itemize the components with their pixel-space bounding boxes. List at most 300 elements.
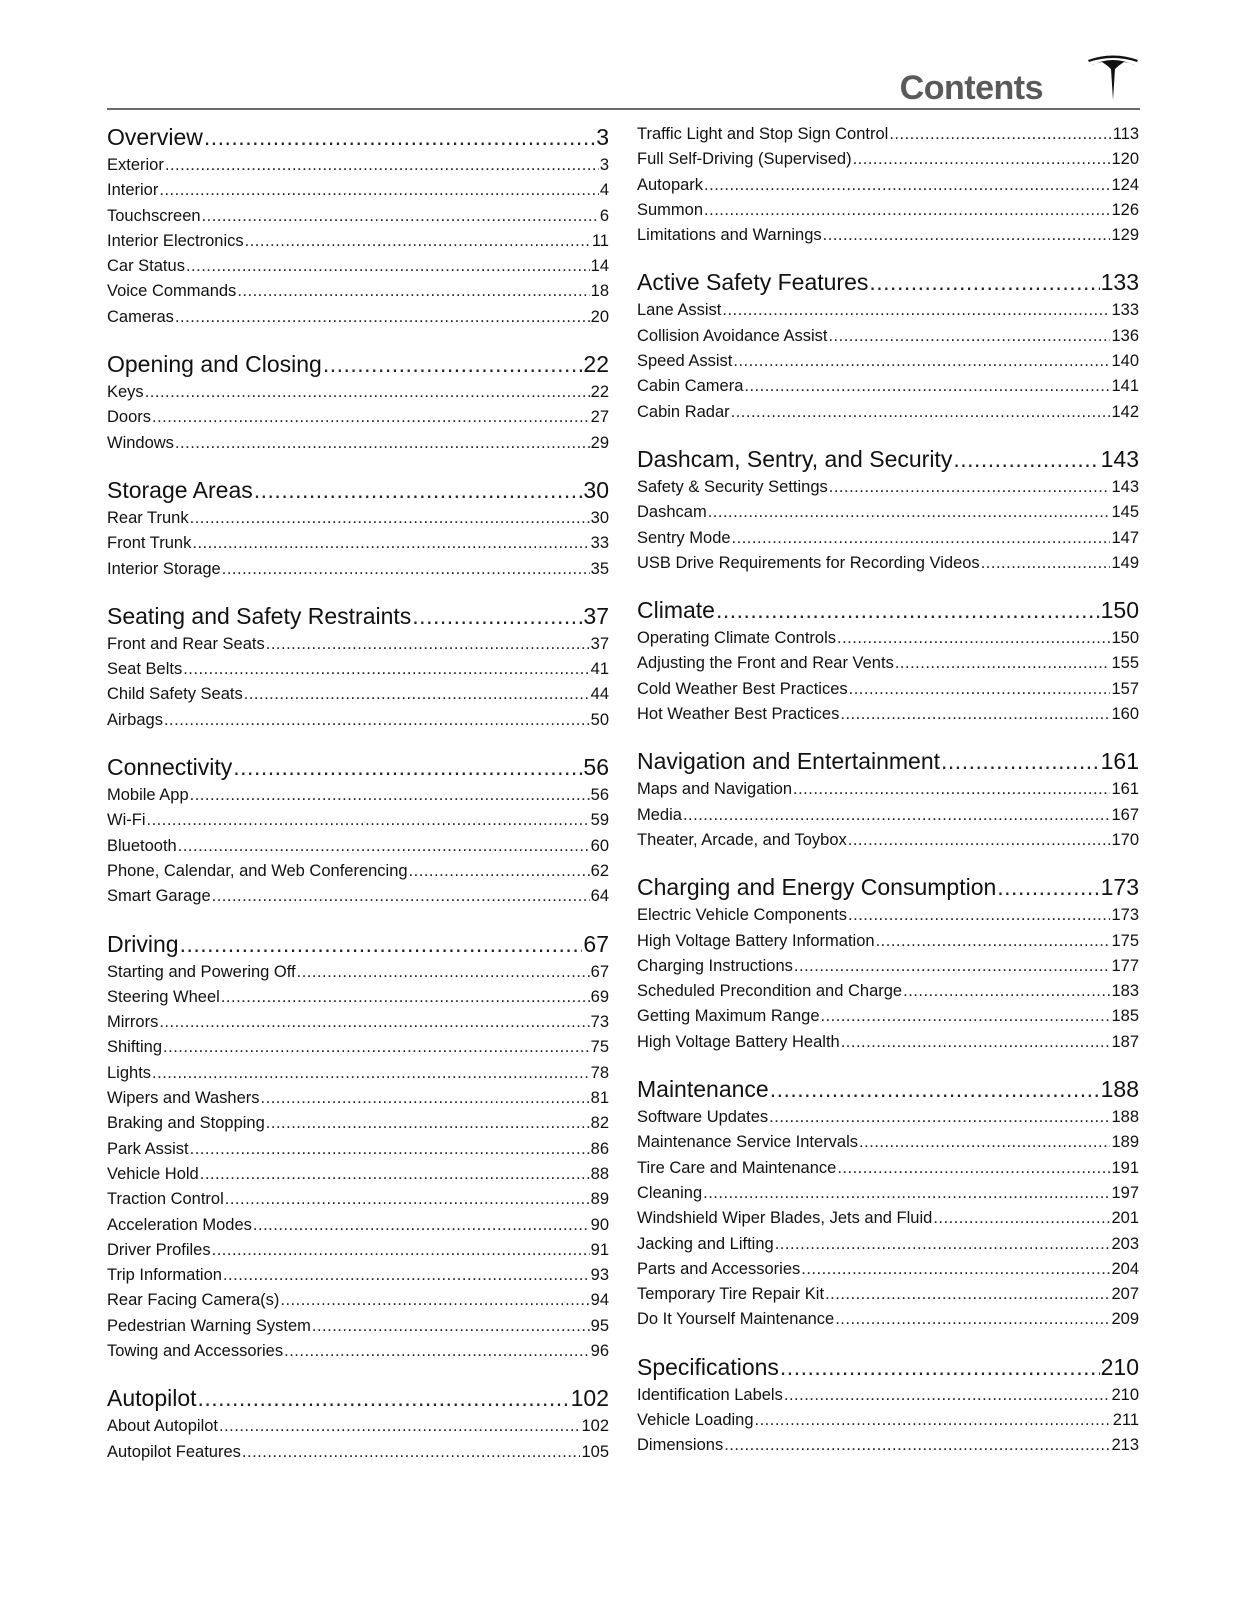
dot-leader xyxy=(849,677,1111,702)
toc-column-left xyxy=(107,122,609,1484)
tesla-logo-icon xyxy=(1086,54,1140,106)
dot-leader xyxy=(242,1440,581,1465)
toc-entry[interactable] xyxy=(637,677,1139,702)
toc-section xyxy=(107,929,609,1365)
entry-page-number: 213 xyxy=(1111,1436,1139,1455)
entry-label: Shifting xyxy=(107,1038,163,1057)
section-title: Opening and Closing xyxy=(107,351,322,378)
entry-page-number: 35 xyxy=(590,559,609,578)
dot-leader xyxy=(848,903,1110,928)
toc-section xyxy=(637,1074,1139,1333)
toc-section xyxy=(107,349,609,456)
entry-label: High Voltage Battery Information xyxy=(637,931,875,950)
toc-entry[interactable] xyxy=(637,1156,1139,1181)
toc-entry[interactable] xyxy=(107,1440,609,1465)
toc-entry[interactable] xyxy=(107,1187,609,1212)
toc-entry[interactable] xyxy=(637,475,1139,500)
dot-leader xyxy=(981,551,1111,576)
toc-entry[interactable] xyxy=(637,349,1139,374)
dot-leader xyxy=(165,153,599,178)
entry-page-number: 124 xyxy=(1111,175,1139,194)
toc-entry[interactable] xyxy=(637,1004,1139,1029)
toc-section-heading[interactable] xyxy=(637,746,1139,777)
entry-page-number: 136 xyxy=(1111,326,1139,345)
dot-leader xyxy=(183,657,589,682)
entry-page-number: 44 xyxy=(590,685,609,704)
toc-entry[interactable] xyxy=(637,803,1139,828)
dot-leader xyxy=(895,651,1111,676)
toc-section-heading[interactable] xyxy=(637,267,1139,298)
section-title: Connectivity xyxy=(107,754,233,781)
entry-page-number: 93 xyxy=(590,1266,609,1285)
entry-page-number: 20 xyxy=(590,307,609,326)
dot-leader xyxy=(222,557,590,582)
entry-page-number: 81 xyxy=(590,1089,609,1108)
toc-entry[interactable] xyxy=(107,1162,609,1187)
dot-leader xyxy=(933,1206,1110,1231)
entry-page-number: 189 xyxy=(1111,1133,1139,1152)
entry-label: Pedestrian Warning System xyxy=(107,1316,311,1335)
toc-entry[interactable] xyxy=(107,1010,609,1035)
toc-entry[interactable] xyxy=(637,1307,1139,1332)
entry-label: Voice Commands xyxy=(107,282,237,301)
toc-entry[interactable] xyxy=(637,929,1139,954)
toc-section xyxy=(637,444,1139,576)
entry-label: Park Assist xyxy=(107,1139,189,1158)
dot-leader xyxy=(221,985,590,1010)
toc-entry[interactable] xyxy=(107,531,609,556)
toc-entry[interactable] xyxy=(107,708,609,733)
toc-entry[interactable] xyxy=(107,1137,609,1162)
entry-label: Getting Maximum Range xyxy=(637,1007,820,1026)
section-title: Specifications xyxy=(637,1353,779,1380)
toc-section-heading[interactable] xyxy=(637,1074,1139,1105)
toc-entry[interactable] xyxy=(637,500,1139,525)
toc-section-heading[interactable] xyxy=(107,601,609,632)
toc-entry[interactable] xyxy=(637,198,1139,223)
toc-entry[interactable] xyxy=(107,1111,609,1136)
dot-leader xyxy=(724,1433,1110,1458)
toc-section-heading[interactable] xyxy=(637,1352,1139,1383)
entry-page-number: 170 xyxy=(1111,830,1139,849)
section-title: Charging and Energy Consumption xyxy=(637,874,997,901)
entry-page-number: 211 xyxy=(1112,1410,1139,1429)
section-title: Maintenance xyxy=(637,1076,769,1103)
entry-label: Electric Vehicle Components xyxy=(637,906,848,925)
entry-label: Driver Profiles xyxy=(107,1240,211,1259)
dot-leader xyxy=(412,601,582,632)
dot-leader xyxy=(266,1111,590,1136)
page-title: Contents xyxy=(899,69,1043,107)
entry-label: Jacking and Lifting xyxy=(637,1234,774,1253)
toc-section xyxy=(637,122,1139,248)
entry-page-number: 188 xyxy=(1111,1108,1139,1127)
toc-entry[interactable] xyxy=(637,122,1139,147)
toc-section xyxy=(637,595,1139,727)
dot-leader xyxy=(145,380,590,405)
dot-leader xyxy=(152,1061,590,1086)
entry-page-number: 157 xyxy=(1111,679,1139,698)
entry-label: Interior xyxy=(107,181,159,200)
toc-section xyxy=(107,1383,609,1465)
entry-page-number: 173 xyxy=(1111,906,1139,925)
toc-entry[interactable] xyxy=(107,960,609,985)
section-page-number: 102 xyxy=(570,1385,609,1412)
entry-label: USB Drive Requirements for Recording Videos xyxy=(637,553,980,572)
dot-leader xyxy=(731,400,1111,425)
toc-entry[interactable] xyxy=(107,657,609,682)
entry-page-number: 197 xyxy=(1111,1183,1139,1202)
dot-leader xyxy=(190,1137,590,1162)
toc-entry[interactable] xyxy=(107,431,609,456)
entry-page-number: 96 xyxy=(590,1341,609,1360)
toc-entry[interactable] xyxy=(637,223,1139,248)
toc-entry[interactable] xyxy=(637,1181,1139,1206)
entry-page-number: 22 xyxy=(590,383,609,402)
toc-entry[interactable] xyxy=(107,557,609,582)
toc-entry[interactable] xyxy=(107,1213,609,1238)
dot-leader xyxy=(192,531,589,556)
toc-entry[interactable] xyxy=(107,178,609,203)
entry-label: Do It Yourself Maintenance xyxy=(637,1310,835,1329)
toc-entry[interactable] xyxy=(637,828,1139,853)
dot-leader xyxy=(903,979,1110,1004)
toc-section-heading[interactable] xyxy=(107,349,609,380)
entry-page-number: 155 xyxy=(1111,654,1139,673)
entry-page-number: 29 xyxy=(590,433,609,452)
entry-page-number: 60 xyxy=(590,836,609,855)
entry-page-number: 37 xyxy=(590,634,609,653)
entry-page-number: 201 xyxy=(1111,1209,1139,1228)
entry-label: Scheduled Precondition and Charge xyxy=(637,982,903,1001)
entry-label: Front and Rear Seats xyxy=(107,634,265,653)
dot-leader xyxy=(190,783,590,808)
dot-leader xyxy=(223,1263,590,1288)
toc-entry[interactable] xyxy=(637,777,1139,802)
toc-section-heading[interactable] xyxy=(107,929,609,960)
toc-section-heading[interactable] xyxy=(637,872,1139,903)
toc-entry[interactable] xyxy=(107,405,609,430)
entry-page-number: 89 xyxy=(590,1190,609,1209)
section-title: Storage Areas xyxy=(107,476,253,503)
entry-label: Seat Belts xyxy=(107,660,183,679)
toc-entry[interactable] xyxy=(637,1105,1139,1130)
entry-label: Towing and Accessories xyxy=(107,1341,284,1360)
toc-entry[interactable] xyxy=(107,834,609,859)
entry-label: Summon xyxy=(637,200,704,219)
dot-leader xyxy=(801,1257,1110,1282)
dot-leader xyxy=(178,834,590,859)
dot-leader xyxy=(219,1414,580,1439)
entry-page-number: 204 xyxy=(1111,1259,1139,1278)
toc-entry[interactable] xyxy=(637,702,1139,727)
entry-label: Cold Weather Best Practices xyxy=(637,679,848,698)
entry-page-number: 150 xyxy=(1111,629,1139,648)
toc-entry[interactable] xyxy=(637,551,1139,576)
toc-entry[interactable] xyxy=(107,153,609,178)
dot-leader xyxy=(732,526,1111,551)
toc-entry[interactable] xyxy=(107,808,609,833)
section-title: Navigation and Entertainment xyxy=(637,748,941,775)
dot-leader xyxy=(953,444,1099,475)
toc-entry[interactable] xyxy=(637,324,1139,349)
toc-entry[interactable] xyxy=(107,1035,609,1060)
entry-label: Dimensions xyxy=(637,1436,724,1455)
toc-entry[interactable] xyxy=(107,783,609,808)
entry-page-number: 187 xyxy=(1111,1032,1139,1051)
toc-entry[interactable] xyxy=(107,380,609,405)
dot-leader xyxy=(823,223,1111,248)
entry-page-number: 140 xyxy=(1111,352,1139,371)
entry-label: Theater, Arcade, and Toybox xyxy=(637,830,847,849)
dot-leader xyxy=(204,122,595,153)
toc-section xyxy=(637,872,1139,1055)
dot-leader xyxy=(186,254,590,279)
section-page-number: 210 xyxy=(1100,1353,1139,1380)
toc-section-heading[interactable] xyxy=(637,595,1139,626)
entry-page-number: 209 xyxy=(1111,1310,1139,1329)
entry-page-number: 149 xyxy=(1111,553,1139,572)
dot-leader xyxy=(152,405,590,430)
entry-page-number: 203 xyxy=(1111,1234,1139,1253)
dot-leader xyxy=(837,1156,1110,1181)
entry-label: Safety & Security Settings xyxy=(637,477,828,496)
dot-leader xyxy=(889,122,1111,147)
toc-entry[interactable] xyxy=(107,1086,609,1111)
toc-entry[interactable] xyxy=(107,884,609,909)
dot-leader xyxy=(683,803,1111,828)
entry-page-number: 6 xyxy=(599,206,609,225)
dot-leader xyxy=(840,702,1110,727)
entry-page-number: 102 xyxy=(581,1417,609,1436)
toc-entry[interactable] xyxy=(637,1030,1139,1055)
toc-section xyxy=(637,267,1139,424)
entry-page-number: 113 xyxy=(1112,125,1139,143)
toc-entry[interactable] xyxy=(637,1257,1139,1282)
entry-page-number: 191 xyxy=(1111,1158,1139,1177)
toc-entry[interactable] xyxy=(637,1408,1139,1433)
entry-label: Keys xyxy=(107,383,144,402)
dot-leader xyxy=(202,204,599,229)
toc-section-heading[interactable] xyxy=(107,122,609,153)
toc-section-heading[interactable] xyxy=(107,475,609,506)
toc-entry[interactable] xyxy=(637,1206,1139,1231)
toc-entry[interactable] xyxy=(107,682,609,707)
dot-leader xyxy=(793,777,1110,802)
entry-label: Interior Storage xyxy=(107,559,221,578)
toc-entry[interactable] xyxy=(637,1232,1139,1257)
toc-entry[interactable] xyxy=(107,1288,609,1313)
section-page-number: 133 xyxy=(1100,269,1139,296)
entry-label: Identification Labels xyxy=(637,1385,783,1404)
entry-label: Temporary Tire Repair Kit xyxy=(637,1285,825,1304)
toc-entry[interactable] xyxy=(107,859,609,884)
entry-page-number: 94 xyxy=(590,1291,609,1310)
entry-label: Acceleration Modes xyxy=(107,1215,252,1234)
section-page-number: 22 xyxy=(583,351,609,378)
entry-label: Smart Garage xyxy=(107,887,211,906)
dot-leader xyxy=(284,1339,590,1364)
entry-page-number: 177 xyxy=(1111,956,1139,975)
section-title: Active Safety Features xyxy=(637,269,869,296)
section-page-number: 3 xyxy=(596,124,609,150)
toc-entry[interactable] xyxy=(637,1282,1139,1307)
dot-leader xyxy=(159,178,598,203)
entry-page-number: 88 xyxy=(590,1164,609,1183)
entry-page-number: 62 xyxy=(590,861,609,880)
toc-entry[interactable] xyxy=(107,1339,609,1364)
entry-label: Vehicle Loading xyxy=(637,1410,754,1429)
dot-leader xyxy=(821,1004,1111,1029)
entry-label: Mirrors xyxy=(107,1013,159,1032)
toc-entry[interactable] xyxy=(107,985,609,1010)
entry-page-number: 126 xyxy=(1111,200,1139,219)
entry-page-number: 175 xyxy=(1111,931,1139,950)
toc-entry[interactable] xyxy=(107,204,609,229)
entry-page-number: 50 xyxy=(590,710,609,729)
entry-page-number: 18 xyxy=(590,282,609,301)
dot-leader xyxy=(733,349,1110,374)
toc-entry[interactable] xyxy=(107,1263,609,1288)
section-title: Dashcam, Sentry, and Security xyxy=(637,445,953,472)
toc-entry[interactable] xyxy=(637,526,1139,551)
entry-page-number: 3 xyxy=(599,156,609,174)
toc-section-heading[interactable] xyxy=(637,444,1139,475)
toc-section-heading[interactable] xyxy=(107,752,609,783)
entry-label: Trip Information xyxy=(107,1266,222,1285)
section-title: Driving xyxy=(107,930,179,957)
entry-page-number: 69 xyxy=(590,987,609,1006)
dot-leader xyxy=(825,1282,1110,1307)
toc-entry[interactable] xyxy=(637,1433,1139,1458)
entry-label: Parts and Accessories xyxy=(637,1259,801,1278)
entry-label: Lights xyxy=(107,1063,152,1082)
dot-leader xyxy=(853,147,1111,172)
entry-label: Windshield Wiper Blades, Jets and Fluid xyxy=(637,1209,933,1228)
toc-entry[interactable] xyxy=(107,229,609,254)
entry-page-number: 161 xyxy=(1111,780,1139,799)
toc-entry[interactable] xyxy=(107,1414,609,1439)
toc-entry[interactable] xyxy=(637,1130,1139,1155)
toc-entry[interactable] xyxy=(637,626,1139,651)
section-page-number: 37 xyxy=(583,602,609,629)
dot-leader xyxy=(859,1130,1110,1155)
dot-leader xyxy=(744,374,1110,399)
dot-leader xyxy=(775,1232,1111,1257)
toc-entry[interactable] xyxy=(107,279,609,304)
toc-section-heading[interactable] xyxy=(107,1383,609,1414)
entry-label: Starting and Powering Off xyxy=(107,962,296,981)
entry-page-number: 4 xyxy=(599,181,609,200)
entry-label: Vehicle Hold xyxy=(107,1164,199,1183)
entry-page-number: 160 xyxy=(1111,705,1139,724)
entry-label: Hot Weather Best Practices xyxy=(637,705,840,724)
entry-label: Wi-Fi xyxy=(107,811,146,830)
toc-entry[interactable] xyxy=(107,1061,609,1086)
toc-entry[interactable] xyxy=(107,254,609,279)
toc-entry[interactable] xyxy=(637,147,1139,172)
entry-page-number: 143 xyxy=(1111,477,1139,496)
dot-leader xyxy=(780,1352,1100,1383)
entry-page-number: 64 xyxy=(590,887,609,906)
entry-page-number: 145 xyxy=(1111,503,1139,522)
entry-label: Rear Trunk xyxy=(107,508,189,527)
dot-leader xyxy=(716,595,1100,626)
entry-label: Bluetooth xyxy=(107,836,177,855)
entry-label: Cabin Radar xyxy=(637,402,730,421)
dot-leader xyxy=(163,1035,590,1060)
toc-entry[interactable] xyxy=(637,173,1139,198)
toc-entry[interactable] xyxy=(107,632,609,657)
entry-label: High Voltage Battery Health xyxy=(637,1032,840,1051)
dot-leader xyxy=(828,324,1110,349)
entry-label: Sentry Mode xyxy=(637,528,731,547)
dot-leader xyxy=(180,929,583,960)
entry-page-number: 90 xyxy=(590,1215,609,1234)
entry-label: Touchscreen xyxy=(107,206,201,225)
entry-label: Maintenance Service Intervals xyxy=(637,1133,859,1152)
dot-leader xyxy=(200,1162,590,1187)
entry-page-number: 27 xyxy=(590,408,609,427)
dot-leader xyxy=(312,1314,590,1339)
toc-entry[interactable] xyxy=(107,305,609,330)
dot-leader xyxy=(261,1086,590,1111)
toc-entry[interactable] xyxy=(107,1314,609,1339)
toc-entry[interactable] xyxy=(107,506,609,531)
entry-page-number: 91 xyxy=(590,1240,609,1259)
entry-label: Phone, Calendar, and Web Conferencing xyxy=(107,861,408,880)
entry-page-number: 67 xyxy=(590,962,609,981)
section-page-number: 56 xyxy=(583,754,609,781)
entry-page-number: 41 xyxy=(590,660,609,679)
entry-label: Braking and Stopping xyxy=(107,1114,265,1133)
toc-entry[interactable] xyxy=(637,954,1139,979)
entry-label: About Autopilot xyxy=(107,1417,219,1436)
dot-leader xyxy=(297,960,590,985)
dot-leader xyxy=(266,632,590,657)
entry-page-number: 75 xyxy=(590,1038,609,1057)
toc-entry[interactable] xyxy=(637,651,1139,676)
section-title: Climate xyxy=(637,597,715,624)
toc-entry[interactable] xyxy=(637,903,1139,928)
dot-leader xyxy=(841,1030,1111,1055)
toc-entry[interactable] xyxy=(637,979,1139,1004)
entry-label: Cabin Camera xyxy=(637,377,744,396)
toc-entry[interactable] xyxy=(637,1383,1139,1408)
entry-page-number: 129 xyxy=(1111,226,1139,245)
entry-page-number: 56 xyxy=(590,786,609,805)
dot-leader xyxy=(245,229,591,254)
entry-page-number: 133 xyxy=(1111,301,1139,320)
dot-leader xyxy=(869,267,1099,298)
entry-page-number: 105 xyxy=(581,1442,609,1461)
dot-leader xyxy=(233,752,582,783)
entry-label: Autopilot Features xyxy=(107,1442,241,1461)
entry-label: Tire Care and Maintenance xyxy=(637,1158,837,1177)
entry-label: Rear Facing Camera(s) xyxy=(107,1291,280,1310)
dot-leader xyxy=(280,1288,589,1313)
dot-leader xyxy=(704,173,1110,198)
toc-entry[interactable] xyxy=(637,400,1139,425)
toc-section xyxy=(107,122,609,330)
toc-entry[interactable] xyxy=(637,374,1139,399)
toc-entry[interactable] xyxy=(637,298,1139,323)
toc-entry[interactable] xyxy=(107,1238,609,1263)
section-page-number: 30 xyxy=(583,476,609,503)
entry-page-number: 11 xyxy=(591,231,609,250)
entry-label: Speed Assist xyxy=(637,352,733,371)
toc-section xyxy=(107,475,609,582)
